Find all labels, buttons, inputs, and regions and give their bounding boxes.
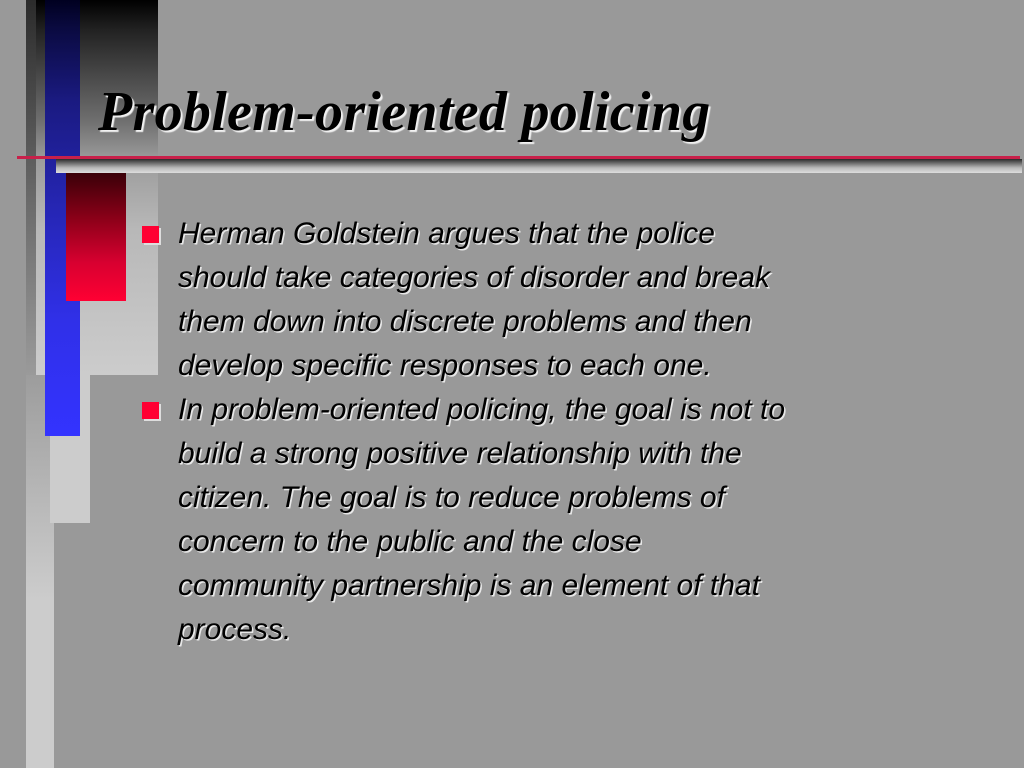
title-bevel-bar	[56, 159, 1022, 173]
slide-title: Problem-oriented policing	[98, 81, 711, 143]
red-square-bullet-icon	[142, 226, 159, 243]
bullet-text-line: process.	[178, 613, 292, 646]
bullet-text-line: Herman Goldstein argues that the police	[178, 217, 715, 250]
bullet-text-line: citizen. The goal is to reduce problems of	[178, 481, 725, 514]
bullet-item	[140, 388, 1000, 652]
bullet-text-line: develop specific responses to each one.	[178, 349, 712, 382]
bullet-list	[140, 212, 1000, 652]
bullet-text-line: In problem-oriented policing, the goal is not to	[178, 393, 786, 426]
bullet-text-line: them down into discrete problems and then	[178, 305, 752, 338]
bullet-item	[140, 212, 1000, 388]
bullet-text-line: community partnership is an element of that	[178, 569, 760, 602]
bullet-text-line: concern to the public and the close	[178, 525, 642, 558]
red-square-bullet-icon	[142, 402, 159, 419]
bullet-text-line: build a strong positive relationship with the	[178, 437, 742, 470]
red-gradient-block	[66, 173, 126, 301]
left-dark-column	[26, 0, 36, 375]
bullet-text-line: should take categories of disorder and break	[178, 261, 771, 294]
